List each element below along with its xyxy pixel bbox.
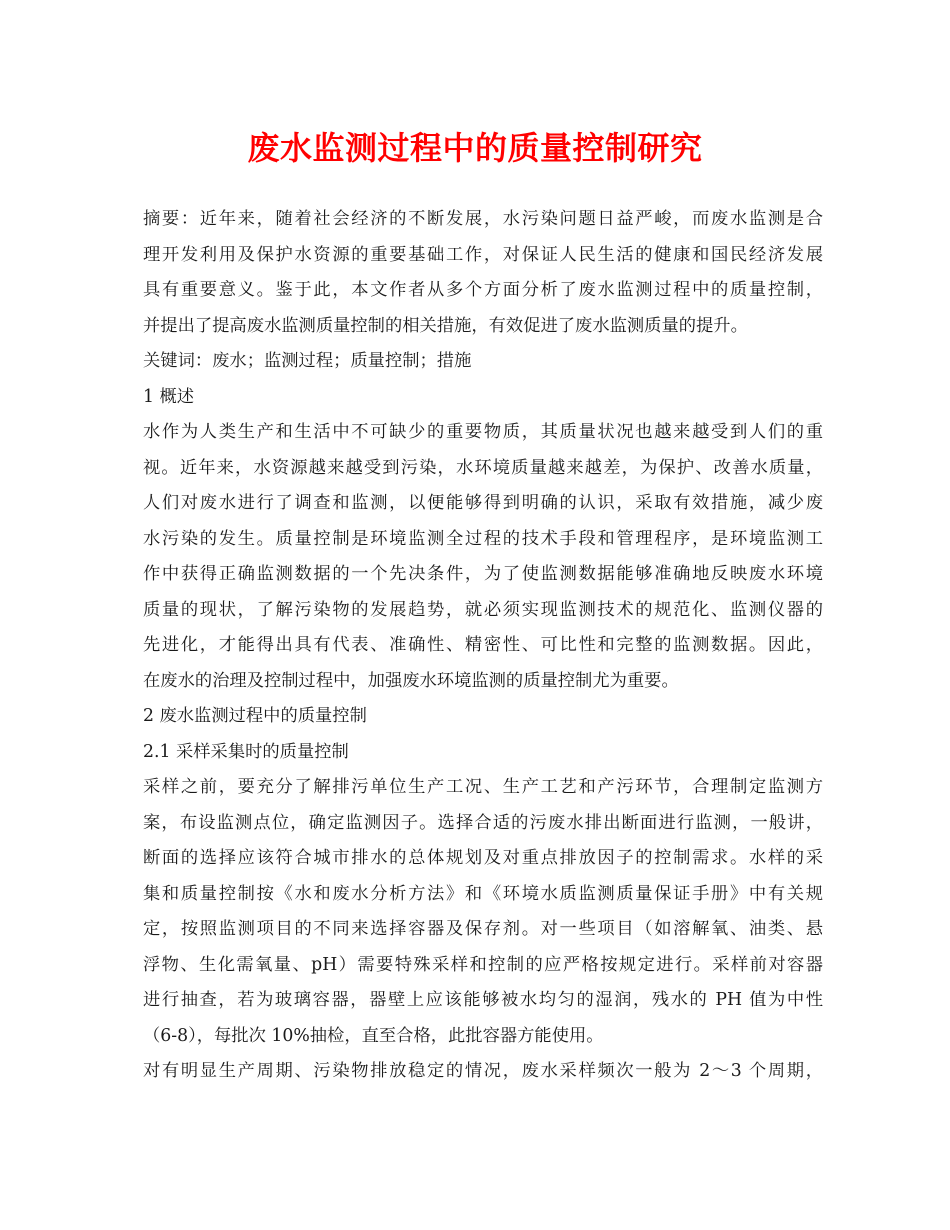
paragraph-line: 浮物、生化需氧量、pH）需要特殊采样和控制的应严格按规定进行。采样前对容器 bbox=[143, 954, 823, 975]
paragraph-line: （6-8），每批次 10%抽检，直至合格，此批容器方能使用。 bbox=[143, 1025, 604, 1046]
paragraph-line: 人们对废水进行了调查和监测，以便能够得到明确的认识，采取有效措施，减少废 bbox=[143, 493, 823, 513]
document-title: 废水监测过程中的质量控制研究 bbox=[247, 129, 703, 167]
paragraph-line: 断面的选择应该符合城市排水的总体规划及对重点排放因子的控制需求。水样的采 bbox=[143, 848, 823, 868]
paragraph-line: 水污染的发生。质量控制是环境监测全过程的技术手段和管理程序，是环境监测工 bbox=[143, 528, 823, 549]
paragraph-line: 视。近年来，水资源越来越受到污染，水环境质量越来越差，为保护、改善水质量， bbox=[143, 457, 823, 478]
section-heading: 2 废水监测过程中的质量控制 bbox=[143, 706, 367, 726]
subsection-heading: 2.1 采样采集时的质量控制 bbox=[143, 741, 349, 762]
paragraph-line: 对有明显生产周期、污染物排放稳定的情况，废水采样频次一般为 2～3 个周期， bbox=[143, 1061, 823, 1081]
paragraph-line: 先进化，才能得出具有代表、准确性、精密性、可比性和完整的监测数据。因此， bbox=[143, 635, 823, 655]
paragraph-line: 作中获得正确监测数据的一个先决条件，为了使监测数据能够准确地反映废水环境 bbox=[143, 564, 823, 584]
paragraph-line: 集和质量控制按《水和废水分析方法》和《环境水质监测质量保证手册》中有关规 bbox=[143, 883, 823, 904]
paragraph-line: 在废水的治理及控制过程中，加强废水环境监测的质量控制尤为重要。 bbox=[143, 670, 679, 691]
paragraph-line: 摘要：近年来，随着社会经济的不断发展，水污染问题日益严峻，而废水监测是合 bbox=[143, 209, 823, 229]
paragraph-line: 理开发利用及保护水资源的重要基础工作，对保证人民生活的健康和国民经济发展 bbox=[143, 244, 823, 265]
paragraph-line: 并提出了提高废水监测质量控制的相关措施，有效促进了废水监测质量的提升。 bbox=[143, 315, 748, 336]
paragraph-line: 进行抽查，若为玻璃容器，器壁上应该能够被水均匀的湿润，残水的 PH 值为中性 bbox=[143, 990, 823, 1010]
keywords-line: 关键词：废水；监测过程；质量控制；措施 bbox=[143, 351, 472, 371]
document-body bbox=[143, 202, 823, 1090]
paragraph-line: 质量的现状，了解污染物的发展趋势，就必须实现监测技术的规范化、监测仪器的 bbox=[143, 599, 823, 620]
paragraph-line: 采样之前，要充分了解排污单位生产工况、生产工艺和产污环节，合理制定监测方 bbox=[143, 777, 823, 797]
paragraph-line: 案，布设监测点位，确定监测因子。选择合适的污废水排出断面进行监测，一般讲， bbox=[143, 812, 823, 833]
section-heading: 1 概述 bbox=[143, 386, 195, 407]
paragraph-line: 定，按照监测项目的不同来选择容器及保存剂。对一些项目（如溶解氧、油类、悬 bbox=[143, 919, 823, 939]
paragraph-line: 具有重要意义。鉴于此，本文作者从多个方面分析了废水监测过程中的质量控制， bbox=[143, 280, 823, 300]
paragraph-line: 水作为人类生产和生活中不可缺少的重要物质，其质量状况也越来越受到人们的重 bbox=[143, 422, 823, 442]
